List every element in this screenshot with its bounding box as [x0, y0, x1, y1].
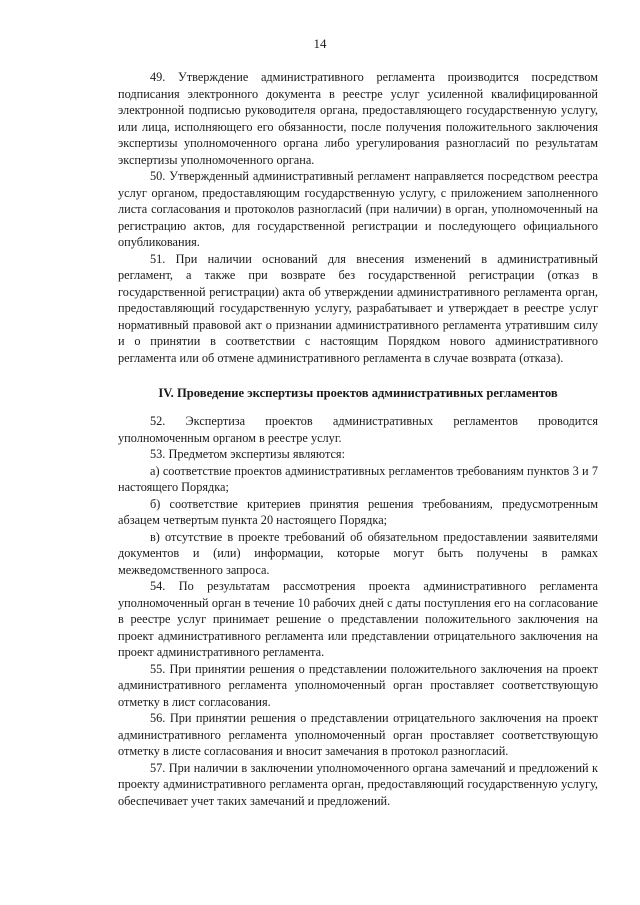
paragraph-54: 54. По результатам рассмотрения проекта административного регламента уполномоченный орган в течение 10 рабочих дней с даты поступления его на согласование в реестре услуг принимает решение о представлении положительного заключения на проект административного регламента или представлении отрицательного заключения на проект административного регламента. — [118, 579, 598, 659]
paragraph-55: 55. При принятии решения о представлении положительного заключения на проект административного регламента уполномоченный орган проставляет соответствующую отметку в лист согласования. — [118, 661, 598, 709]
page-content — [118, 69, 598, 809]
paragraph-52: 52. Экспертиза проектов административных регламентов проводится уполномоченным органом в реестре услуг. — [118, 414, 598, 445]
page-number: 14 — [313, 36, 327, 51]
list-item-b: б) соответствие критериев принятия решения требованиям, предусмотренным абзацем четвертым пункта 20 настоящего Порядка; — [118, 496, 598, 527]
paragraph-51: 51. При наличии оснований для внесения изменений в административный регламент, а также при возврате без государственной регистрации (отказ в государственной регистрации) акта об утверждении административного регламента орган, предоставляющий государственную услугу, разрабатывает и утверждает в реестре услуг нормативный правовой акт о признании административного регламента утратившим силу и о принятии в соответствии с настоящим Порядком нового административного регламента или об отмене административного регламента в случае возврата (отказа). — [118, 251, 598, 365]
paragraph-49: 49. Утверждение административного регламента производится посредством подписания электронного документа в реестре услуг усиленной квалифицированной электронной подписью руководителя органа, предоставляющего государственную услугу, или лица, исполняющего его обязанности, после получения положительного заключения экспертизы уполномоченного органа либо урегулирования разногласий по результатам экспертизы уполномоченного органа. — [118, 70, 598, 167]
paragraph-50: 50. Утвержденный административный регламент направляется посредством реестра услуг органом, предоставляющим государственную услугу, с приложением заполненного листа согласования и протоколов разногласий (при наличии) в орган, уполномоченный на регистрацию актов, для государственной регистрации и последующего официального опубликования. — [118, 169, 598, 249]
list-item-a: а) соответствие проектов административных регламентов требованиям пунктов 3 и 7 настоящего Порядка; — [118, 463, 598, 494]
section-heading: IV. Проведение экспертизы проектов административных регламентов — [158, 386, 558, 400]
paragraph-57: 57. При наличии в заключении уполномоченного органа замечаний и предложений к проекту административного регламента орган, предоставляющий государственную услугу, обеспечивает учет таких замечаний и предложений. — [118, 760, 598, 808]
paragraph-53: 53. Предметом экспертизы являются: — [150, 447, 345, 461]
list-item-c: в) отсутствие в проекте требований об обязательном предоставлении заявителями документов и (или) информации, которые могут быть получены в рамках межведомственного запроса. — [118, 529, 598, 577]
paragraph-56: 56. При принятии решения о представлении отрицательного заключения на проект административного регламента уполномоченный орган проставляет соответствующую отметку в листе согласования и вносит замечания в протокол разногласий. — [118, 711, 598, 758]
